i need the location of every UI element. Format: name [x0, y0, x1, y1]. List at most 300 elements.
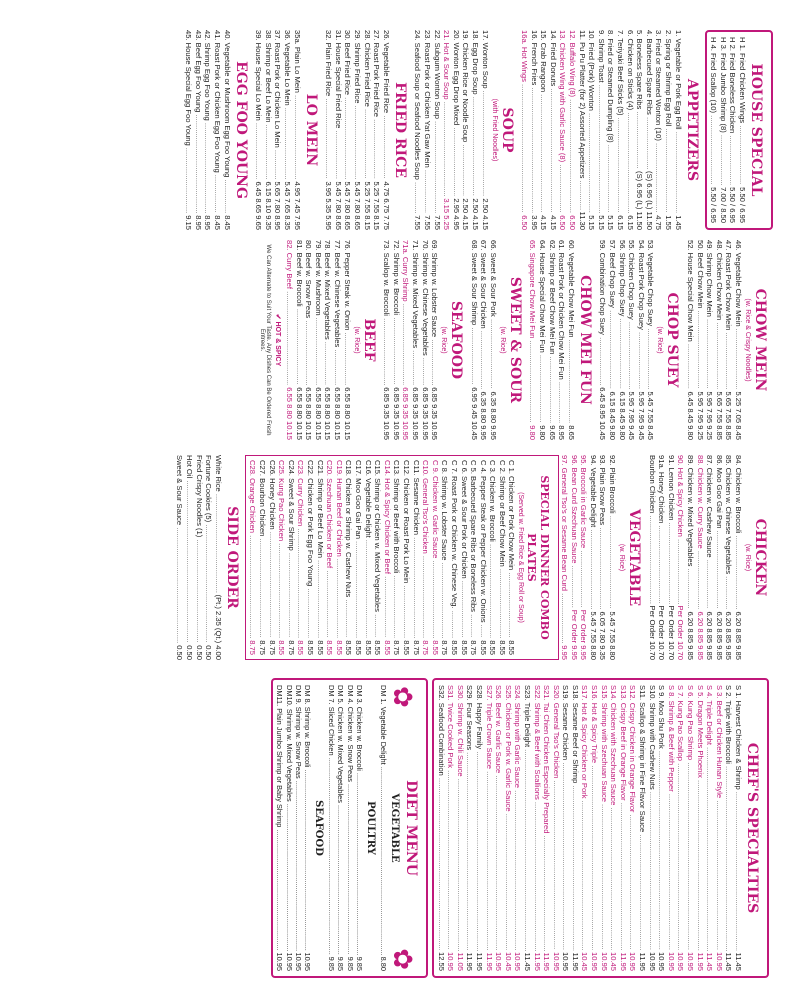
menu-item: [488, 240, 498, 440]
menu-item: [294, 685, 303, 971]
chicken-subtitle: (w. Rice): [744, 543, 751, 572]
seafood-subtitle: (w. Rice): [440, 326, 448, 354]
menu-item-price: 10.95: [275, 952, 285, 971]
menu-item-price: 8.75: [267, 640, 277, 655]
menu-item: [379, 685, 388, 971]
menu-item: [382, 240, 392, 440]
menu-item-name: 41. Roast Pork or Chicken Egg Foo Young .....: [212, 30, 222, 213]
menu-item: [315, 460, 325, 655]
menu-item-name: C25. Kung Pao Chicken .....: [277, 460, 287, 638]
menu-item-name: S29. Four Seasons .....: [465, 685, 475, 951]
lo-mein-list: [254, 30, 302, 230]
menu-item-price: 9.85: [336, 956, 346, 971]
menu-item-name: H 1. Fried Chicken Wings .....: [737, 37, 747, 185]
menu-item-name: 80. Beef w. Snow Peas .....: [304, 240, 314, 385]
menu-item: [737, 37, 747, 223]
menu-item-name: 86. Moo Goo Gai Pan .....: [714, 455, 724, 609]
chow-mein-subtitle: (w. Rice & Crispy Noodles): [744, 298, 751, 382]
menu-item-price: 11.45: [705, 952, 715, 971]
menu-item: [528, 240, 538, 440]
menu-item: [488, 460, 498, 655]
menu-item-name: 68. Sweet & Sour Shrimp .....: [469, 240, 479, 385]
menu-item: [304, 240, 314, 440]
menu-item-name: S 1. Harvest Chicken & Shrimp .....: [733, 685, 743, 951]
menu-item-name: 2. Spring or Shrimp Egg Roll .....: [663, 30, 673, 213]
menu-item: [420, 240, 430, 440]
menu-item-price: 10.45: [503, 951, 513, 971]
menu-item: [213, 455, 223, 660]
menu-item-price: 6.15 8.45 9.80: [608, 391, 618, 440]
menu-item-price: 6.50: [568, 215, 578, 230]
menu-item-name: C11. Sesame Chicken .....: [411, 460, 421, 638]
menu-item-name: 35a. Plain Lo Mein .....: [292, 30, 302, 179]
menu-item: [222, 30, 232, 230]
menu-item-name: 62. Shrimp or Beef Chow Mei Fun .....: [547, 240, 557, 423]
menu-item-price: 5.15: [606, 215, 616, 230]
menu-item-name: 26. Vegetable Fried Rice .....: [381, 30, 391, 179]
flower-icon: ✿: [388, 686, 418, 708]
soup-title: SOUP: [498, 107, 515, 153]
menu-item-price: 5.50 / 6.95: [738, 187, 747, 223]
menu-item-name: C23. Curry Chicken .....: [296, 460, 306, 638]
menu-item: [577, 30, 587, 230]
menu-item: [275, 685, 284, 971]
menu-item-name: 49. Shrimp Chow Mein .....: [705, 240, 715, 389]
menu-item-price: 6.55 8.80 10.15: [294, 387, 304, 440]
menu-item-name: 52. House Special Chow Mein .....: [685, 240, 695, 389]
menu-item-price: 4.15: [548, 215, 558, 230]
menu-item-name: C 6. Sweet & Sour Pork or Chicken .....: [459, 460, 469, 638]
menu-item-price: 10.95: [599, 951, 609, 971]
menu-item: [430, 240, 440, 440]
menu-item-price: 5.15: [587, 215, 597, 230]
menu-item: [666, 685, 676, 971]
menu-item: [185, 455, 195, 660]
menu-item-price: Per Order 10.70: [657, 605, 667, 660]
chefs-specialties-list: [436, 685, 743, 971]
menu-item: [313, 240, 323, 440]
menu-column-2: [13, 240, 773, 440]
menu-item-name: 70. Shrimp w. Chinese Vegetables .....: [420, 240, 430, 385]
menu-item-price: 6.50: [558, 215, 568, 230]
menu-item-name: 79. Beef w. Mushroom .....: [313, 240, 323, 385]
menu-item-name: 12. Buffalo Wing (8) .....: [568, 30, 578, 213]
menu-item-price: 8.55: [315, 640, 325, 655]
menu-item: [284, 240, 294, 440]
menu-item-price: 6.50: [520, 215, 530, 230]
chefs-specialties-box: [432, 678, 769, 978]
menu-item: [644, 30, 654, 230]
menu-item-name: 14. Fried Donuts .....: [548, 30, 558, 213]
menu-item-price: Per Order 9.95: [569, 609, 579, 660]
menu-item-price: 7.00 / 8.50: [718, 187, 728, 223]
menu-item-price: 11.05: [455, 952, 465, 971]
combo-box: [245, 455, 560, 660]
menu-item-name: 1. Vegetable or Pork Egg Roll .....: [673, 30, 683, 213]
menu-item: [442, 30, 452, 230]
menu-item: [382, 460, 392, 655]
menu-item-price: 5.25 7.55 8.15: [372, 181, 382, 230]
menu-item-price: 8.55: [507, 640, 517, 655]
fried-rice-list: [324, 30, 391, 230]
menu-item-name: C13. Shrimp or Beef with Broccoli .....: [392, 460, 402, 638]
menu-item-name: 31. House Special Fried Rice .....: [333, 30, 343, 179]
menu-item-name: 94. Vegetable Delight .....: [588, 455, 598, 609]
menu-item: [392, 460, 402, 655]
menu-item: [695, 685, 705, 971]
menu-item: [538, 240, 548, 440]
menu-item: [705, 685, 715, 971]
menu-item: [615, 30, 625, 230]
menu-item: [560, 455, 570, 660]
menu-item-name: 40. Vegetable or Mushroom Egg Foo Young .....: [222, 30, 232, 213]
menu-item-price: 10.95: [686, 951, 696, 971]
menu-item-price: 8.55: [277, 640, 287, 655]
menu-item-price: 6.20 8.85 9.85: [714, 611, 724, 660]
menu-item: [676, 455, 686, 660]
menu-item: [520, 30, 530, 230]
menu-item-name: 67. Sweet & Sour Chicken .....: [479, 240, 489, 389]
menu-item-price: Per Order 10.70: [666, 605, 676, 660]
menu-item-price: 8.45: [213, 215, 223, 230]
menu-item-price: 8.75: [411, 640, 421, 655]
menu-item-price: 7.55: [413, 215, 423, 230]
alternate-note: We Can Alternate to Suit Your Taste. Any Dishes Can Be Ordered Fresh Entrees.: [259, 244, 272, 436]
menu-item-name: 22. Subgum Wonton Soup .....: [432, 30, 442, 213]
menu-item-price: 6.20 8.85 9.85: [695, 611, 705, 660]
menu-item-name: S11. Scallop & Shrimp in Fine Flavor Sauce .....: [637, 685, 647, 951]
menu-item: [529, 30, 539, 230]
menu-item: [657, 685, 667, 971]
egg-foo-young-list: [184, 30, 232, 230]
menu-item-price: 8.95: [193, 215, 203, 230]
menu-item-name: 16a. Hot Wings .....: [520, 30, 530, 213]
menu-item-price: 10.95: [551, 951, 561, 971]
fried-rice-title: FRIED RICE: [391, 82, 408, 178]
menu-item-price: 5.25 7.55 8.15: [362, 181, 372, 230]
menu-item-price: 12.55: [436, 951, 446, 971]
menu-item-price: 5.50 / 6.95: [728, 187, 738, 223]
chow-mei-fun-title: CHOW MEI FUN: [576, 275, 593, 405]
menu-item: [469, 240, 479, 440]
menu-item-price: 10.45: [609, 951, 619, 971]
diet-poultry-list: [327, 685, 364, 971]
menu-item: [598, 240, 608, 440]
menu-item: [194, 455, 204, 660]
menu-item-name: C 5. Barbecued Spare Ribs or Boneless Ribs .....: [469, 460, 479, 638]
menu-item-price: 8.55: [334, 640, 344, 655]
menu-item-name: 20. Wonton Egg Drop Mixed .....: [451, 30, 461, 196]
menu-item-name: C 3. Chicken w. Broccoli .....: [488, 460, 498, 638]
menu-item-name: S12. Crispy Chicken in Orange Flavor .....: [628, 685, 638, 950]
menu-item-name: C26. Honey Chicken .....: [267, 460, 277, 638]
menu-item-price: 11.45: [522, 952, 532, 971]
menu-item: [343, 30, 353, 230]
chow-mei-fun-list: [528, 240, 576, 440]
chop-suey-list: [598, 240, 656, 440]
menu-item-price: (S) 6.95 (L) 11.50: [635, 171, 645, 230]
menu-column-3: [13, 455, 773, 660]
menu-item-price: 6.85 9.35 10.95: [382, 387, 392, 440]
menu-item: [352, 30, 362, 230]
menu-item-name: C 4. Pepper Steak or Pepper Chicken w. Onions .....: [478, 460, 488, 638]
egg-foo-young-title: EGG FOO YOUNG: [232, 61, 249, 199]
menu-item: [449, 460, 459, 655]
menu-item-name: S21. Tai Chien Chicken Especially Prepared .....: [542, 685, 552, 951]
menu-item: [705, 455, 715, 660]
menu-item-name: S 3. Beef or Chicken Hunan Style .....: [714, 685, 724, 950]
menu-item: [617, 240, 627, 440]
menu-item-name: S27. Triple Crown Sauce .....: [484, 685, 494, 951]
menu-item-name: 11. Pu Pu Platter (for 2) Assorted Appetizers .....: [577, 30, 587, 210]
menu-item-name: S 4. Triple Delight .....: [705, 685, 715, 951]
menu-item: [212, 30, 222, 230]
menu-item-price: 6.05 7.80 9.35: [598, 611, 608, 660]
menu-item-name: S14. Chicken with Szechuan Sauce .....: [609, 685, 619, 950]
menu-item-price: 10.95: [302, 952, 312, 971]
menu-item: [432, 30, 442, 230]
menu-item-name: Fortune Cookies (5) .....: [204, 455, 214, 643]
menu-item-name: S31. Twice Cooked Pork .....: [446, 685, 456, 950]
menu-item-price: 6.55 8.80 10.15: [304, 387, 314, 440]
menu-item-name: 3. Fried or Steamed Wonton (10) .....: [654, 30, 664, 213]
menu-item-price: 11.95: [532, 952, 542, 971]
menu-item: [507, 460, 517, 655]
menu-item: [474, 685, 484, 971]
menu-item-name: 87. Chicken w. Cashew Sauce .....: [705, 455, 715, 609]
menu-item: [446, 685, 456, 971]
menu-item-name: C28. Orange Chicken .....: [248, 460, 258, 638]
menu-item-price: 0.50: [185, 645, 195, 660]
menu-item-name: C 7. Roast Pork or Chicken w. Chinese Veg. .....: [449, 460, 459, 638]
menu-item-price: 8.75: [258, 640, 268, 655]
menu-item-price: 11.30: [577, 211, 587, 230]
menu-item-price: 8.55: [363, 640, 373, 655]
menu-item: [570, 685, 580, 971]
menu-item: [286, 460, 296, 655]
menu-item-price: 9.15: [184, 215, 194, 230]
menu-item: [733, 455, 743, 660]
menu-item-price: 5.45 7.80 8.65: [353, 181, 362, 230]
menu-item-name: 8. Fried or Steamed Dumpling (8) .....: [606, 30, 616, 213]
menu-item-price: 10.95: [657, 951, 667, 971]
menu-item-name: 77. Beef w. Chinese Vegetables .....: [332, 240, 342, 385]
menu-item: [654, 30, 664, 230]
menu-item-name: DM 4. Chicken w. Snow Peas .....: [345, 685, 354, 955]
menu-item: [401, 460, 411, 655]
menu-item-name: 59. Combination Chop Suey .....: [598, 240, 608, 385]
menu-item: [391, 240, 401, 440]
menu-item-price: 2.95 4.95: [451, 198, 461, 230]
menu-item: [342, 240, 352, 440]
menu-item: [625, 30, 635, 230]
menu-item: [430, 460, 440, 655]
menu-item-price: 8.75: [440, 640, 450, 655]
menu-item-price: 5.95 7.95 9.45: [627, 391, 637, 440]
menu-item-price: 6.15: [616, 215, 626, 230]
menu-item-name: 6. Chicken on Sticks (4) .....: [625, 30, 635, 213]
menu-item-name: 17. Wonton Soup .....: [480, 30, 490, 196]
menu-item: [363, 460, 373, 655]
menu-item-price: 5.95 7.95 9.25: [705, 391, 715, 440]
menu-item-price: 8.55: [459, 640, 469, 655]
menu-item-name: DM 5. Chicken w. Mixed Vegetables .....: [336, 685, 345, 955]
menu-item: [480, 30, 490, 230]
menu-item-name: 91. Lemon Chicken .....: [666, 455, 676, 604]
menu-item-price: 5.95 7.95 9.45: [636, 391, 646, 440]
menu-item-name: 84. Chicken w. Broccoli .....: [733, 455, 743, 609]
menu-item-name: S19. Sesame Chicken .....: [561, 685, 571, 950]
soup-list: [413, 30, 490, 230]
menu-item: [733, 685, 743, 971]
menu-item-price: 8.75: [421, 640, 431, 655]
menu-item-price: 5.45 7.55 8.80: [608, 611, 618, 660]
menu-item-name: C12. Chicken or Roast Pork Lo Mein .....: [401, 460, 411, 638]
beef-subtitle: (w. Rice): [352, 326, 360, 354]
menu-item-price: 10.95: [666, 951, 676, 971]
menu-item-price: 8.55: [354, 640, 363, 655]
menu-item-price: 5.45 7.65 8.35: [283, 181, 293, 230]
menu-item: [547, 240, 557, 440]
menu-item-name: 21. Hot & Sour Soup .....: [442, 30, 452, 196]
menu-item: [646, 240, 656, 440]
menu-item: [327, 685, 336, 971]
menu-item-name: 64. House Special Chow Mei Fun .....: [538, 240, 548, 423]
menu-item-name: 53. Vegetable Chop Suey .....: [646, 240, 656, 389]
menu-item-name: C16. Vegetable Delight .....: [363, 460, 373, 638]
menu-item: [193, 30, 203, 230]
menu-item: [676, 685, 686, 971]
menu-item-price: 8.55: [488, 640, 498, 655]
menu-item: [282, 30, 292, 230]
menu-item-name: 36. Vegetable Lo Mein .....: [282, 30, 292, 179]
flower-icon: ✿: [388, 948, 418, 970]
menu-item: [469, 460, 479, 655]
vegetable-list: [560, 455, 618, 660]
menu-item-name: H 3. Fried Jumbo Shrimp (8) .....: [718, 37, 728, 185]
menu-item-price: 5.65 7.55 8.85: [714, 391, 724, 440]
menu-item: [267, 460, 277, 655]
menu-item: [588, 455, 598, 660]
menu-item: [705, 240, 715, 440]
menu-item: [484, 685, 494, 971]
menu-item-name: 10. Fried (Pork) Wonton .....: [587, 30, 597, 213]
menu-item: [542, 685, 552, 971]
menu-item-name: H 4. Fried Scallop (10) .....: [709, 37, 719, 185]
menu-item-name: 82. Curry Beef .....: [284, 240, 294, 385]
menu-item-name: S 5. Dragon Meets Phoenix .....: [695, 685, 705, 951]
menu-item-price: 3.95: [529, 215, 539, 230]
menu-item-name: 45. House Special Egg Foo Young .....: [184, 30, 194, 213]
menu-item: [561, 685, 571, 971]
menu-item: [355, 685, 364, 971]
menu-item: [714, 240, 724, 440]
menu-item-name: S 9. Moo Shu Pork .....: [657, 685, 667, 950]
menu-item: [590, 685, 600, 971]
menu-item-price: 5.25 7.05 8.45: [734, 391, 743, 440]
seafood-list: [382, 240, 440, 440]
menu-item-price: 10.95: [293, 952, 303, 971]
menu-item-name: S28. Happy Family .....: [474, 685, 484, 951]
menu-item-name: 95. Broccoli in Garlic Sauce .....: [579, 455, 589, 608]
menu-item-name: C24. Sweet & Sour Shrimp .....: [286, 460, 296, 638]
menu-item-name: 32. Plain Fried Rice .....: [324, 30, 334, 179]
menu-item: [666, 455, 676, 660]
menu-item: [647, 685, 657, 971]
menu-item-price: 8.55: [401, 640, 411, 655]
menu-item-name: C19. Hunan Beef or Chicken .....: [334, 460, 344, 638]
menu-item-name: 89. Chicken w. Mixed Vegetables .....: [685, 455, 695, 609]
menu-item-name: DM 3. Chicken w. Broccoli .....: [355, 685, 364, 955]
menu-item-name: C14. Hot & Spicy Chicken or Beef .....: [382, 460, 392, 638]
menu-item: [607, 240, 617, 440]
lo-mein-title: LO MEIN: [302, 93, 319, 167]
menu-item-price: 6.85 9.35 10.95: [420, 387, 430, 440]
menu-item-name: 61. Roast Pork or Chicken Chow Mei Fun .....: [557, 240, 567, 423]
menu-item: [548, 30, 558, 230]
menu-item-name: S24. Shrimp with Garlic Sauce .....: [513, 685, 523, 950]
menu-item-price: 11.95: [570, 952, 580, 971]
menu-item-price: 5.45 7.55 8.80: [588, 611, 598, 660]
menu-item-price: 11.95: [695, 952, 705, 971]
menu-item-name: S16. Hot & Spicy Triple .....: [590, 685, 600, 950]
sweet-sour-subtitle: (w. Rice): [498, 326, 506, 354]
menu-item-name: 71. Shrimp w. Mixed Vegetables .....: [410, 240, 420, 385]
menu-item-name: C20. Szechuan Chicken or Beef .....: [325, 460, 335, 638]
menu-item-name: 85. Chicken w. Chinese Vegetables .....: [724, 455, 734, 609]
seafood-title: SEAFOOD: [448, 300, 465, 380]
menu-item: [296, 460, 306, 655]
menu-item-name: DM11. Plain Jumbo Shrimp or Baby Shrimp .....: [275, 685, 284, 951]
menu-item: [479, 240, 489, 440]
menu-item-price: 10.95: [714, 951, 724, 971]
menu-item-name: 56. Shrimp Chop Suey .....: [617, 240, 627, 389]
menu-item: [724, 240, 734, 440]
menu-item-price: 10.45: [580, 951, 590, 971]
menu-item-name: 23. Roast Pork or Chicken Yat Gaw Mein .....: [422, 30, 432, 213]
menu-item-price: 6.45 8.45 9.80: [686, 391, 696, 440]
menu-item: [440, 460, 450, 655]
menu-item-name: White Rice .....: [213, 455, 223, 593]
menu-item-price: 11.45: [734, 952, 743, 971]
menu-item-price: 10.95: [676, 951, 686, 971]
menu-item-price: 8.75: [392, 640, 402, 655]
menu-item-price: 5.50 / 6.95: [709, 187, 719, 223]
menu-item-price: 6.55 8.80 10.15: [285, 387, 294, 440]
menu-item-name: 81. Beef w. Broccoli .....: [294, 240, 304, 385]
menu-item-price: 11.95: [618, 952, 628, 971]
menu-item-price: 10.95: [446, 951, 456, 971]
menu-item: [344, 460, 354, 655]
menu-item: [334, 460, 344, 655]
menu-item: [401, 240, 411, 440]
menu-item-price: 0.50: [194, 645, 204, 660]
menu-item: [175, 455, 185, 660]
sweet-sour-list: [469, 240, 498, 440]
menu-item: [685, 685, 695, 971]
menu-item-name: 42. Shrimp Egg Foo Young .....: [203, 30, 213, 213]
menu-item: [580, 685, 590, 971]
house-special-title: HOUSE SPECIAL: [748, 63, 764, 197]
sweet-sour-title: SWEET & SOUR: [506, 276, 523, 404]
hot-spicy-legend: ✔ HOT & SPICY: [274, 313, 282, 367]
beef-title: BEEF: [360, 318, 377, 362]
menu-item-price: 4.15: [539, 215, 549, 230]
menu-item-name: 96. Bean Curd Szechuan Sauce .....: [569, 455, 579, 608]
menu-item-name: C15. Shrimp or Chicken w. Mixed Vegetables .....: [373, 460, 383, 638]
menu-item-name: 39. House Special Lo Mein .....: [254, 30, 264, 179]
menu-item-price: 8.95: [557, 425, 567, 440]
